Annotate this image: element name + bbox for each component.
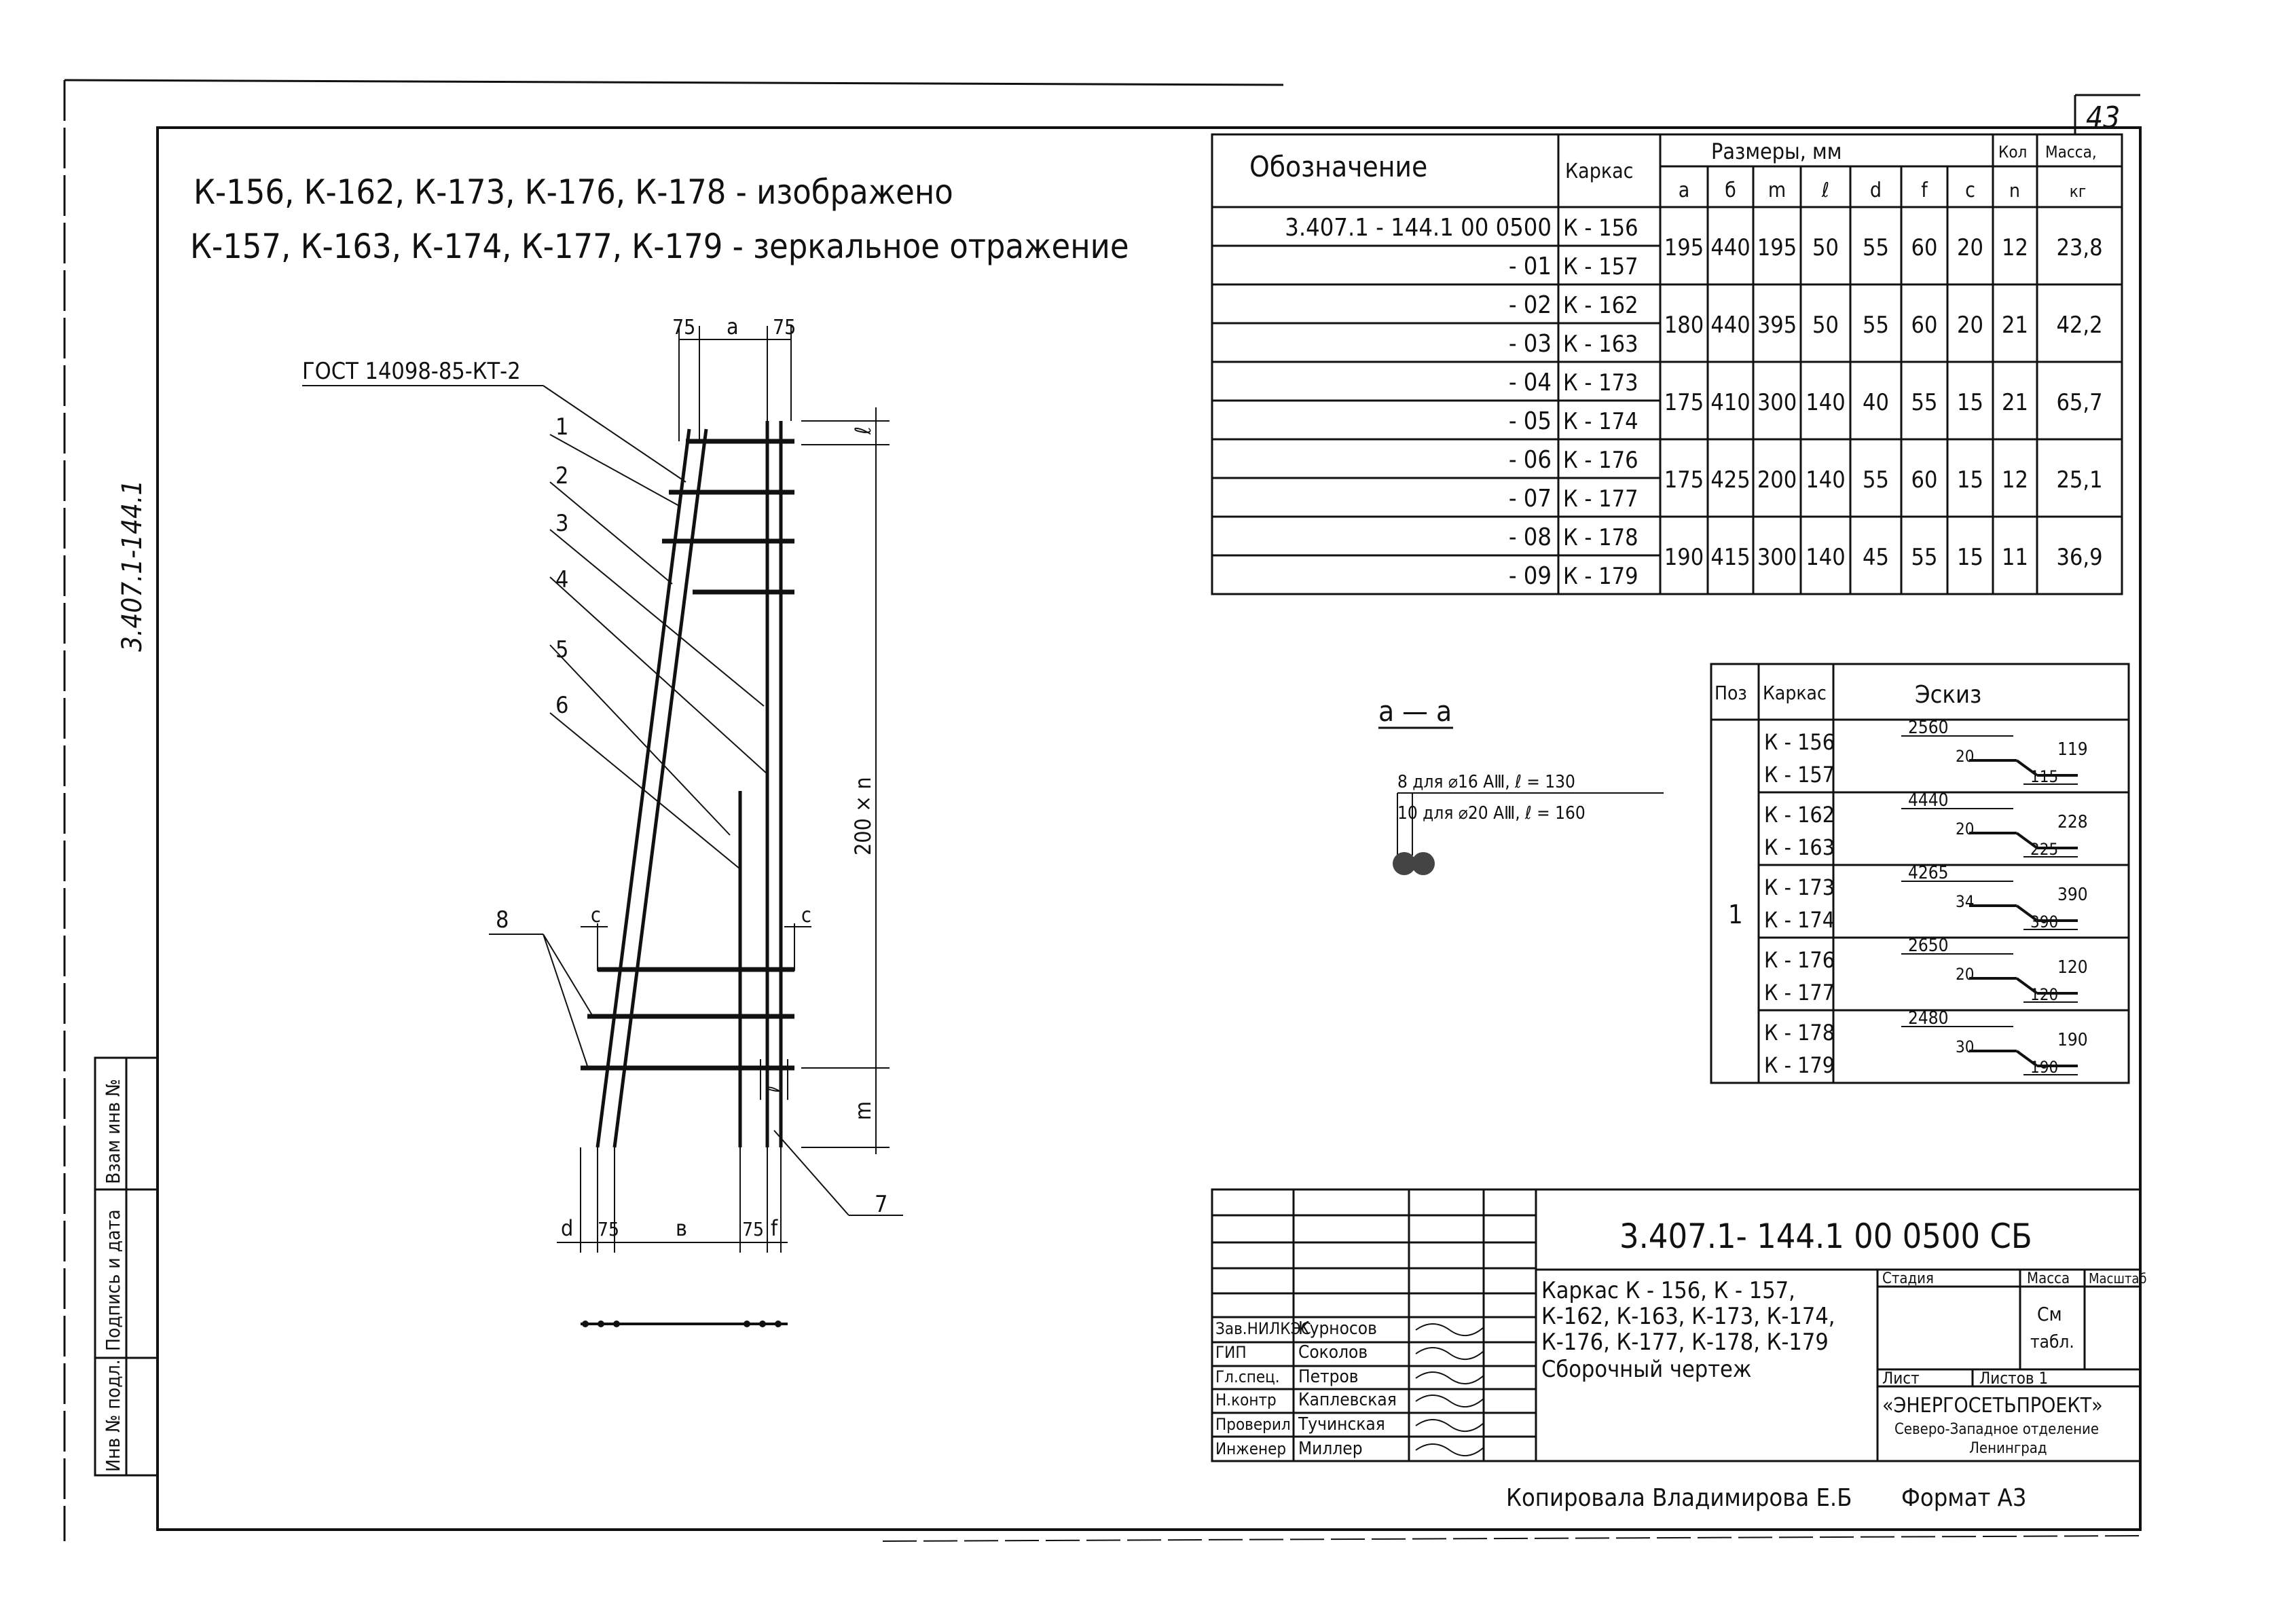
- group-0-val-1: 440: [1710, 234, 1751, 261]
- dim-side-l: ℓ: [850, 426, 876, 435]
- sketch-header-pos: Поз: [1715, 682, 1747, 704]
- org-name: «ЭНЕРГОСЕТЬПРОЕКТ»: [1882, 1394, 2103, 1418]
- sketch-frame-2-a: К - 173: [1764, 874, 1835, 900]
- group-4-mass: 36,9: [2056, 544, 2103, 571]
- title-name-4: Сборочный чертеж: [1541, 1356, 1752, 1383]
- title-name-2: К-162, К-163, К-173, К-174,: [1541, 1303, 1835, 1330]
- group-4-val-4: 45: [1863, 544, 1889, 571]
- group-0-count: 12: [2002, 234, 2028, 261]
- dim-side-200n: 200 × n: [850, 777, 876, 855]
- sketch-h-0: 20: [1956, 747, 1975, 766]
- group-1-val-2: 395: [1757, 312, 1797, 339]
- row-designation-3: - 03: [1508, 330, 1552, 358]
- group-1-count: 21: [2002, 312, 2028, 339]
- group-1-val-4: 55: [1863, 312, 1889, 339]
- section-label: а — а: [1378, 695, 1452, 728]
- sheet-label: Лист: [1882, 1369, 1920, 1388]
- sketch-frame-0-b: К - 157: [1764, 762, 1835, 788]
- row-frame-5: К - 174: [1563, 408, 1638, 435]
- group-4-val-3: 140: [1806, 544, 1846, 571]
- sketch-frame-4-a: К - 178: [1764, 1020, 1835, 1046]
- group-3-val-3: 140: [1806, 466, 1846, 494]
- stamp-podpis-data: Подпись и дата: [102, 1209, 124, 1351]
- group-1-val-1: 440: [1710, 312, 1751, 339]
- row-designation-9: - 09: [1508, 562, 1552, 590]
- header-line-2: К-157, К-163, К-174, К-177, К-179 - зеркальное отражение: [190, 227, 1129, 266]
- org-branch: Северо-Западное отделение: [1894, 1421, 2100, 1438]
- sketch-d2-3: 120: [2030, 985, 2059, 1004]
- dim-side-m: m: [850, 1101, 876, 1120]
- row-designation-7: - 07: [1508, 485, 1552, 513]
- group-3-val-6: 15: [1957, 466, 1983, 494]
- dim-bottom-75-right: 75: [742, 1218, 765, 1240]
- sketch-len-3: 2650: [1908, 936, 1949, 956]
- group-4-val-2: 300: [1757, 544, 1797, 571]
- group-0-mass: 23,8: [2056, 234, 2103, 261]
- mass-value: См: [2037, 1303, 2062, 1325]
- callout-8: 8: [496, 906, 509, 934]
- signer-signature-5: [1416, 1444, 1484, 1456]
- sketch-d2-2: 390: [2030, 912, 2059, 931]
- sketch-frame-4-b: К - 179: [1764, 1052, 1835, 1078]
- dim-bottom-f: f: [771, 1215, 778, 1241]
- signer-role-4: Проверил: [1215, 1415, 1291, 1434]
- group-2-val-2: 300: [1757, 389, 1797, 416]
- group-0-val-5: 60: [1911, 234, 1938, 261]
- dim-bottom-b: в: [676, 1215, 687, 1241]
- header-line-1: К-156, К-162, К-173, К-176, К-178 - изображено: [194, 172, 953, 212]
- spec-table-grid: [1212, 134, 2122, 594]
- dim-c-left: с: [591, 904, 601, 927]
- sketch-table: [1715, 681, 2088, 1078]
- sketch-frame-3-b: К - 177: [1764, 980, 1835, 1005]
- footer-format: Формат А3: [1901, 1484, 2027, 1512]
- sketch-header-frame: Каркас: [1763, 682, 1827, 704]
- signer-role-5: Инженер: [1215, 1439, 1287, 1458]
- callout-4: 4: [555, 566, 569, 593]
- sketch-d2-1: 225: [2030, 840, 2059, 859]
- group-4-val-5: 55: [1911, 544, 1938, 571]
- group-3-val-2: 200: [1757, 466, 1797, 494]
- header-col-6: с: [1965, 179, 1975, 202]
- sketch-d1-0: 119: [2057, 739, 2088, 760]
- sketch-header-sketch: Эскиз: [1915, 681, 1982, 709]
- group-0-val-6: 20: [1957, 234, 1983, 261]
- row-frame-0: К - 156: [1563, 215, 1638, 242]
- group-1-val-6: 20: [1957, 312, 1983, 339]
- header-col-3: ℓ: [1821, 179, 1830, 202]
- dim-c-right: с: [801, 904, 811, 927]
- row-designation-1: - 01: [1508, 253, 1552, 280]
- group-2-val-4: 40: [1863, 389, 1889, 416]
- sketch-pos-value: 1: [1728, 900, 1743, 929]
- sketch-frame-1-a: К - 162: [1764, 802, 1835, 828]
- header-frame: Каркас: [1565, 160, 1634, 183]
- group-2-val-3: 140: [1806, 389, 1846, 416]
- header-col-0: а: [1678, 179, 1690, 202]
- signer-name-5: Миллер: [1298, 1439, 1363, 1459]
- sketch-len-2: 4265: [1908, 863, 1949, 883]
- row-frame-4: К - 173: [1563, 369, 1638, 396]
- header-col-2: m: [1767, 179, 1787, 202]
- group-1-mass: 42,2: [2056, 312, 2103, 339]
- group-1-val-5: 60: [1911, 312, 1938, 339]
- sketch-h-2: 34: [1956, 892, 1975, 911]
- dim-bottom-d: d: [561, 1215, 574, 1241]
- signer-role-2: Гл.спец.: [1215, 1367, 1280, 1386]
- row-frame-6: К - 176: [1563, 447, 1638, 474]
- sketch-len-4: 2480: [1908, 1008, 1949, 1029]
- row-designation-4: - 04: [1508, 369, 1552, 396]
- callout-6: 6: [555, 692, 569, 719]
- dim-l-bottom: ℓ: [764, 1085, 788, 1093]
- signer-name-3: Каплевская: [1298, 1390, 1397, 1410]
- group-4-val-6: 15: [1957, 544, 1983, 571]
- dimension-lines: [557, 326, 890, 1253]
- header-count: Кол: [1998, 143, 2028, 162]
- sketch-len-0: 2560: [1908, 718, 1949, 738]
- leader-lines: [302, 386, 903, 1215]
- signer-name-0: Курносов: [1298, 1318, 1377, 1339]
- frame-drawing: [581, 421, 794, 1147]
- header-col-5: f: [1921, 179, 1928, 202]
- dim-top-a: а: [727, 314, 739, 339]
- sketch-h-4: 30: [1956, 1037, 1975, 1056]
- callout-5: 5: [555, 636, 569, 663]
- row-frame-3: К - 163: [1563, 331, 1638, 358]
- group-0-val-2: 195: [1757, 234, 1797, 261]
- title-name-1: Каркас К - 156, К - 157,: [1541, 1277, 1795, 1304]
- stamp-inv-podl: Инв № подл.: [102, 1359, 124, 1472]
- scale-header: Масштаб: [2089, 1270, 2147, 1287]
- sketch-d1-2: 390: [2057, 885, 2088, 905]
- group-2-count: 21: [2002, 389, 2028, 416]
- sketch-h-1: 20: [1956, 819, 1975, 838]
- title-code: 3.407.1- 144.1 00 0500 СБ: [1619, 1217, 2032, 1256]
- dim-bottom-75-left: 75: [598, 1218, 620, 1240]
- signer-role-1: ГИП: [1215, 1343, 1247, 1362]
- group-3-count: 12: [2002, 466, 2028, 494]
- bar-symbol: [581, 1321, 788, 1327]
- group-0-val-3: 50: [1812, 234, 1839, 261]
- signer-signature-4: [1416, 1420, 1484, 1431]
- group-0-val-4: 55: [1863, 234, 1889, 261]
- header-designation: Обозначение: [1249, 150, 1428, 183]
- dim-top-75-left: 75: [672, 316, 696, 339]
- mass-value-2: табл.: [2030, 1332, 2074, 1352]
- header-mass: Масса,: [2045, 143, 2097, 162]
- row-designation-6: - 06: [1508, 446, 1552, 474]
- group-2-mass: 65,7: [2056, 389, 2103, 416]
- group-3-val-1: 425: [1710, 466, 1751, 494]
- group-4-val-1: 415: [1710, 544, 1751, 571]
- group-4-val-0: 190: [1664, 544, 1704, 571]
- side-doc-code: 3.407.1-144.1: [117, 479, 148, 652]
- title-name-3: К-176, К-177, К-178, К-179: [1541, 1329, 1829, 1356]
- mass-header: Масса: [2027, 1270, 2070, 1287]
- row-designation-5: - 05: [1508, 407, 1552, 435]
- signer-name-1: Соколов: [1298, 1342, 1368, 1363]
- row-designation-0: 3.407.1 - 144.1 00 0500: [1285, 214, 1552, 242]
- sketch-d2-4: 190: [2030, 1058, 2059, 1077]
- row-designation-2: - 02: [1508, 291, 1552, 319]
- signer-name-4: Тучинская: [1298, 1414, 1385, 1435]
- group-3-val-0: 175: [1664, 466, 1704, 494]
- row-frame-7: К - 177: [1563, 485, 1638, 513]
- section-note-2: 10 для ⌀20 АⅢ, ℓ = 160: [1397, 803, 1586, 824]
- group-1-val-3: 50: [1812, 312, 1839, 339]
- group-0-val-0: 195: [1664, 234, 1704, 261]
- callout-7: 7: [875, 1191, 888, 1218]
- stamp-vzam-inv: Взам инв №: [102, 1078, 124, 1184]
- row-frame-8: К - 178: [1563, 524, 1638, 551]
- header-sizes: Размеры, мм: [1711, 139, 1842, 164]
- callout-3: 3: [555, 510, 569, 537]
- sketch-frame-1-b: К - 163: [1764, 834, 1835, 860]
- signer-signature-1: [1416, 1348, 1484, 1359]
- header-col-4: d: [1869, 179, 1882, 202]
- sheets-label: Листов 1: [1979, 1369, 2049, 1388]
- sketch-frame-0-a: К - 156: [1764, 729, 1835, 755]
- group-2-val-6: 15: [1957, 389, 1983, 416]
- sketch-h-3: 20: [1956, 965, 1975, 984]
- group-1-val-0: 180: [1664, 312, 1704, 339]
- group-4-count: 11: [2002, 544, 2028, 571]
- row-designation-8: - 08: [1508, 523, 1552, 551]
- signer-signature-3: [1416, 1395, 1484, 1407]
- row-frame-2: К - 162: [1563, 292, 1638, 319]
- signer-signature-2: [1416, 1372, 1484, 1384]
- row-frame-1: К - 157: [1563, 253, 1638, 280]
- signer-role-0: Зав.НИЛКЭС: [1215, 1319, 1311, 1338]
- sketch-d1-4: 190: [2057, 1030, 2088, 1050]
- header-col-1: б: [1725, 179, 1736, 202]
- group-2-val-1: 410: [1710, 389, 1751, 416]
- org-city: Ленинград: [1969, 1440, 2047, 1457]
- section-note-1: 8 для ⌀16 АⅢ, ℓ = 130: [1397, 772, 1575, 792]
- callout-2: 2: [555, 462, 569, 490]
- callout-1: 1: [555, 413, 569, 441]
- sheet-number: 43: [2086, 100, 2121, 135]
- footer-copied: Копировала Владимирова Е.Б: [1506, 1484, 1852, 1512]
- group-3-val-5: 60: [1911, 466, 1938, 494]
- sketch-frame-2-b: К - 174: [1764, 907, 1835, 933]
- gost-label: ГОСТ 14098-85-КТ-2: [302, 358, 521, 385]
- group-2-val-0: 175: [1664, 389, 1704, 416]
- dim-top-75-right: 75: [773, 316, 796, 339]
- sketch-d2-0: 115: [2030, 767, 2059, 786]
- row-frame-9: К - 179: [1563, 563, 1638, 590]
- sketch-len-1: 4440: [1908, 790, 1949, 811]
- header-mass-unit: кг: [2069, 182, 2087, 201]
- group-2-val-5: 55: [1911, 389, 1938, 416]
- sketch-d1-3: 120: [2057, 957, 2088, 978]
- signer-signature-0: [1416, 1324, 1484, 1335]
- group-3-mass: 25,1: [2056, 466, 2103, 494]
- sketch-frame-3-a: К - 176: [1764, 947, 1835, 973]
- group-3-val-4: 55: [1863, 466, 1889, 494]
- signer-name-2: Петров: [1298, 1367, 1359, 1387]
- signer-role-3: Н.контр: [1215, 1390, 1277, 1409]
- stage-header: Стадия: [1882, 1270, 1934, 1287]
- header-count-unit: n: [2009, 179, 2020, 202]
- sketch-d1-1: 228: [2057, 812, 2088, 832]
